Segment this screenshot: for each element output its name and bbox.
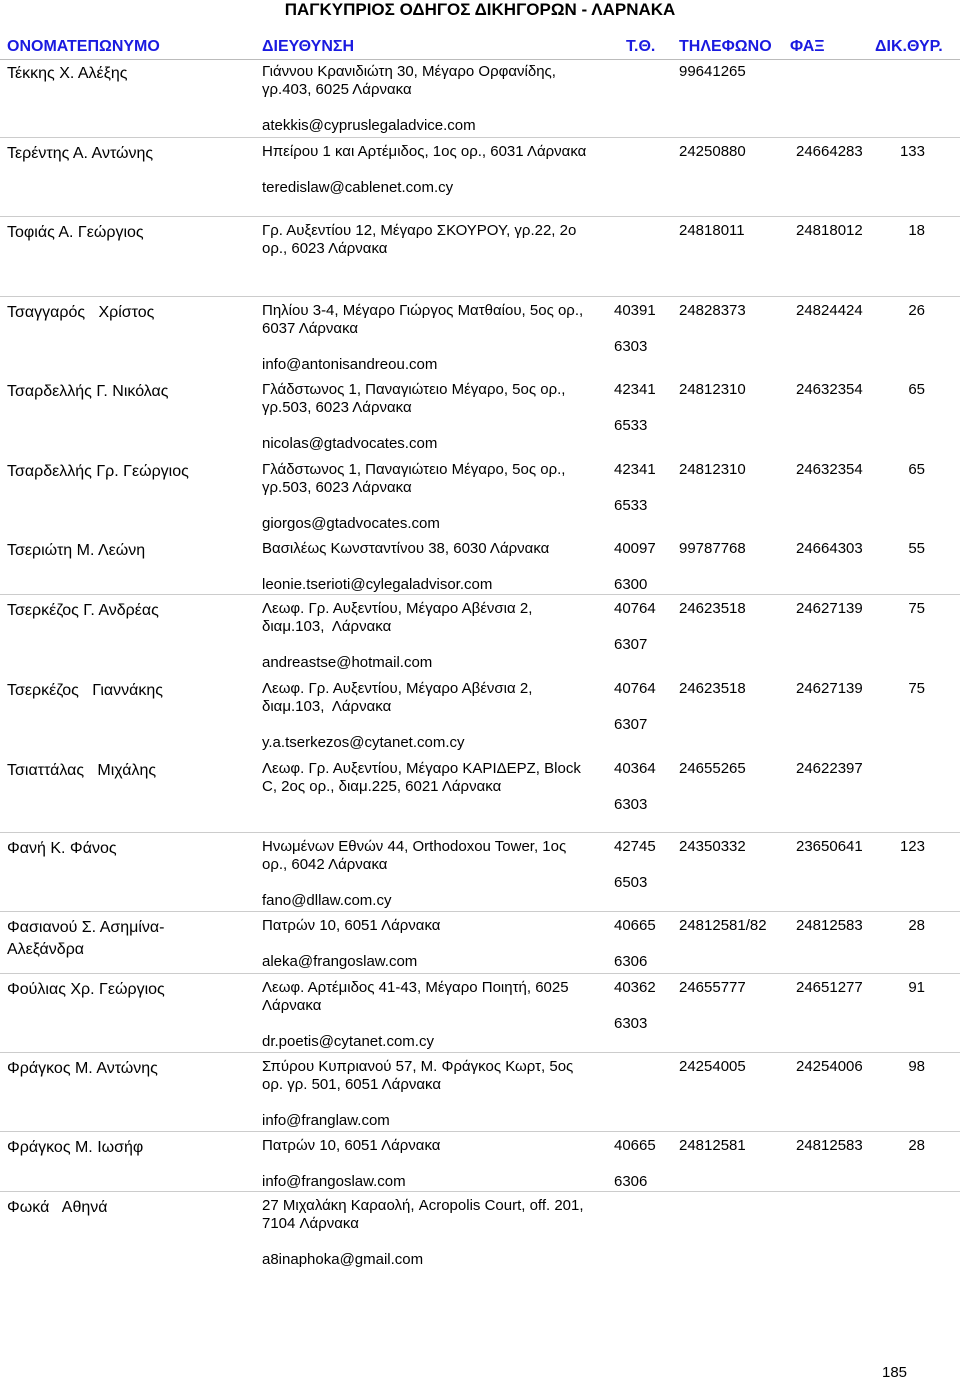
address: Πηλίου 3-4, Μέγαρο Γιώργος Ματθαίου, 5ος ορ., 6037 Λάρνακα bbox=[262, 302, 584, 337]
po-box: 40364 bbox=[614, 760, 656, 777]
email: dr.poetis@cytanet.com.cy bbox=[262, 1033, 434, 1050]
address: Γιάννου Κρανιδιώτη 30, Μέγαρο Ορφανίδης, γρ.403, 6025 Λάρνακα bbox=[262, 63, 556, 98]
fax: 24664303 bbox=[796, 540, 863, 557]
po-box-code: 6303 bbox=[614, 338, 648, 355]
lawyer-name: Φωκά Αθηνά bbox=[7, 1199, 108, 1216]
phone: 24812310 bbox=[679, 461, 746, 478]
fax: 23650641 bbox=[796, 838, 863, 855]
header-name: ΟΝΟΜΑΤΕΠΩΝΥΜΟ bbox=[7, 38, 160, 55]
po-box-code: 6533 bbox=[614, 497, 648, 514]
email: giorgos@gtadvocates.com bbox=[262, 515, 440, 532]
court-box: 55 bbox=[908, 540, 925, 557]
lawyer-name: Τέκκης Χ. Αλέξης bbox=[7, 65, 128, 82]
email: nicolas@gtadvocates.com bbox=[262, 435, 438, 452]
lawyer-name: Τσεριώτη Μ. Λεώνη bbox=[7, 542, 146, 559]
fax: 24812583 bbox=[796, 1137, 863, 1154]
email: teredislaw@cablenet.com.cy bbox=[262, 179, 454, 196]
po-box: 42745 bbox=[614, 838, 656, 855]
lawyer-name: Τοφιάς Α. Γεώργιος bbox=[7, 224, 144, 241]
po-box: 42341 bbox=[614, 461, 656, 478]
po-box-code: 6303 bbox=[614, 1015, 648, 1032]
row-divider bbox=[0, 1052, 960, 1053]
po-box: 40764 bbox=[614, 600, 656, 617]
po-box: 40665 bbox=[614, 917, 656, 934]
phone: 24812581 bbox=[679, 1137, 746, 1154]
po-box-code: 6306 bbox=[614, 1173, 648, 1190]
court-box: 123 bbox=[899, 838, 925, 855]
row-divider bbox=[0, 1191, 960, 1192]
email: info@antonisandreou.com bbox=[262, 356, 438, 373]
fax: 24812583 bbox=[796, 917, 863, 934]
address: 27 Μιχαλάκη Καραολή, Acropolis Court, off. 201, 7104 Λάρνακα bbox=[262, 1197, 584, 1232]
court-box: 133 bbox=[899, 143, 925, 160]
lawyer-name: Φράγκος Μ. Αντώνης bbox=[7, 1060, 158, 1077]
header-tk: Τ.Θ. bbox=[626, 38, 656, 55]
row-divider bbox=[0, 137, 960, 138]
phone: 24350332 bbox=[679, 838, 746, 855]
fax: 24651277 bbox=[796, 979, 863, 996]
address: Πατρών 10, 6051 Λάρνακα bbox=[262, 1137, 441, 1154]
phone: 24254005 bbox=[679, 1058, 746, 1075]
court-box: 75 bbox=[908, 680, 925, 697]
po-box: 40097 bbox=[614, 540, 656, 557]
address: Γλάδστωνος 1, Παναγιώτειο Μέγαρο, 5ος ορ., γρ.503, 6023 Λάρνακα bbox=[262, 461, 566, 496]
address: Λεωφ. Γρ. Αυξεντίου, Μέγαρο Αβένσια 2, διαμ.103, Λάρνακα bbox=[262, 600, 533, 635]
court-box: 28 bbox=[908, 1137, 925, 1154]
fax: 24627139 bbox=[796, 600, 863, 617]
po-box: 40764 bbox=[614, 680, 656, 697]
po-box: 40665 bbox=[614, 1137, 656, 1154]
address: Βασιλέως Κωνσταντίνου 38, 6030 Λάρνακα bbox=[262, 540, 550, 557]
po-box-code: 6503 bbox=[614, 874, 648, 891]
court-box: 18 bbox=[908, 222, 925, 239]
header-phone: ΤΗΛΕΦΩΝΟ bbox=[679, 38, 772, 55]
lawyer-name: Τσαγγαρός Χρίστος bbox=[7, 304, 155, 321]
court-box: 65 bbox=[908, 381, 925, 398]
fax: 24664283 bbox=[796, 143, 863, 160]
row-divider bbox=[0, 911, 960, 912]
email: andreastse@hotmail.com bbox=[262, 654, 433, 671]
court-box: 98 bbox=[908, 1058, 925, 1075]
po-box-code: 6300 bbox=[614, 576, 648, 593]
po-box: 40391 bbox=[614, 302, 656, 319]
po-box-code: 6307 bbox=[614, 636, 648, 653]
page-number: 185 bbox=[882, 1364, 908, 1381]
row-divider bbox=[0, 296, 960, 297]
phone: 24828373 bbox=[679, 302, 746, 319]
lawyer-name: Φανή Κ. Φάνος bbox=[7, 840, 117, 857]
phone: 24812310 bbox=[679, 381, 746, 398]
address: Λεωφ. Γρ. Αυξεντίου, Μέγαρο Αβένσια 2, διαμ.103, Λάρνακα bbox=[262, 680, 533, 715]
phone: 24812581/82 bbox=[679, 917, 767, 934]
po-box: 40362 bbox=[614, 979, 656, 996]
email: atekkis@cypruslegaladvice.com bbox=[262, 117, 476, 134]
court-box: 28 bbox=[908, 917, 925, 934]
phone: 24623518 bbox=[679, 600, 746, 617]
phone: 24655777 bbox=[679, 979, 746, 996]
lawyer-name: Φράγκος Μ. Ιωσήφ bbox=[7, 1139, 144, 1156]
email: a8inaphoka@gmail.com bbox=[262, 1251, 424, 1268]
lawyer-name: Φούλιας Χρ. Γεώργιος bbox=[7, 981, 165, 998]
address: Λεωφ. Αρτέμιδος 41-43, Μέγαρο Ποιητή, 6025 Λάρνακα bbox=[262, 979, 569, 1014]
row-divider bbox=[0, 594, 960, 595]
lawyer-name: Τσαρδελλής Γ. Νικόλας bbox=[7, 383, 169, 400]
row-divider bbox=[0, 973, 960, 974]
phone: 99787768 bbox=[679, 540, 746, 557]
page-title: ΠΑΓΚΥΠΡΙΟΣ ΟΔΗΓΟΣ ΔΙΚΗΓΟΡΩΝ - ΛΑΡΝΑΚΑ bbox=[284, 0, 676, 19]
email: aleka@frangoslaw.com bbox=[262, 953, 418, 970]
address: Πατρών 10, 6051 Λάρνακα bbox=[262, 917, 441, 934]
phone: 24655265 bbox=[679, 760, 746, 777]
lawyer-name: Τσιαττάλας Μιχάλης bbox=[7, 762, 157, 779]
phone: 24623518 bbox=[679, 680, 746, 697]
po-box: 42341 bbox=[614, 381, 656, 398]
phone: 24250880 bbox=[679, 143, 746, 160]
fax: 24632354 bbox=[796, 461, 863, 478]
court-box: 91 bbox=[908, 979, 925, 996]
po-box-code: 6307 bbox=[614, 716, 648, 733]
fax: 24818012 bbox=[796, 222, 863, 239]
fax: 24627139 bbox=[796, 680, 863, 697]
lawyer-name: Τερέντης Α. Αντώνης bbox=[7, 145, 154, 162]
court-box: 26 bbox=[908, 302, 925, 319]
po-box-code: 6303 bbox=[614, 796, 648, 813]
email: fano@dllaw.com.cy bbox=[262, 892, 392, 909]
email: info@frangoslaw.com bbox=[262, 1173, 406, 1190]
address: Γλάδστωνος 1, Παναγιώτειο Μέγαρο, 5ος ορ., γρ.503, 6023 Λάρνακα bbox=[262, 381, 566, 416]
fax: 24824424 bbox=[796, 302, 863, 319]
header-fax: ΦΑΞ bbox=[790, 38, 825, 55]
address: Γρ. Αυξεντίου 12, Μέγαρο ΣΚΟΥΡΟΥ, γρ.22, 2ο ορ., 6023 Λάρνακα bbox=[262, 222, 577, 257]
email: leonie.tserioti@cylegaladvisor.com bbox=[262, 576, 493, 593]
po-box-code: 6306 bbox=[614, 953, 648, 970]
phone: 24818011 bbox=[679, 222, 745, 239]
court-box: 65 bbox=[908, 461, 925, 478]
row-divider bbox=[0, 1131, 960, 1132]
fax: 24622397 bbox=[796, 760, 863, 777]
lawyer-name: Τσερκέζος Γ. Ανδρέας bbox=[7, 602, 159, 619]
po-box-code: 6533 bbox=[614, 417, 648, 434]
header-dik: ΔΙΚ.ΘΥΡ. bbox=[875, 38, 943, 55]
address: Λεωφ. Γρ. Αυξεντίου, Μέγαρο ΚΑΡΙΔΕΡΖ, Block C, 2ος ορ., διαμ.225, 6021 Λάρνακα bbox=[262, 760, 581, 795]
address: Ηνωμένων Εθνών 44, Orthodoxou Tower, 1ος ορ., 6042 Λάρνακα bbox=[262, 838, 567, 873]
email: info@franglaw.com bbox=[262, 1112, 390, 1129]
address: Ηπείρου 1 και Αρτέμιδος, 1ος ορ., 6031 Λάρνακα bbox=[262, 143, 587, 160]
lawyer-name: Τσερκέζος Γιαννάκης bbox=[7, 682, 163, 699]
header-address: ΔΙΕΥΘΥΝΣΗ bbox=[262, 38, 355, 55]
lawyer-name: Φασιανού Σ. Ασημίνα- Αλεξάνδρα bbox=[7, 919, 165, 958]
fax: 24254006 bbox=[796, 1058, 863, 1075]
phone: 99641265 bbox=[679, 63, 746, 80]
address: Σπύρου Κυπριανού 57, Μ. Φράγκος Κωρτ, 5ος ορ. γρ. 501, 6051 Λάρνακα bbox=[262, 1058, 574, 1093]
fax: 24632354 bbox=[796, 381, 863, 398]
lawyer-name: Τσαρδελλής Γρ. Γεώργιος bbox=[7, 463, 189, 480]
email: y.a.tserkezos@cytanet.com.cy bbox=[262, 734, 465, 751]
row-divider bbox=[0, 216, 960, 217]
header-divider bbox=[0, 59, 960, 60]
row-divider bbox=[0, 832, 960, 833]
court-box: 75 bbox=[908, 600, 925, 617]
